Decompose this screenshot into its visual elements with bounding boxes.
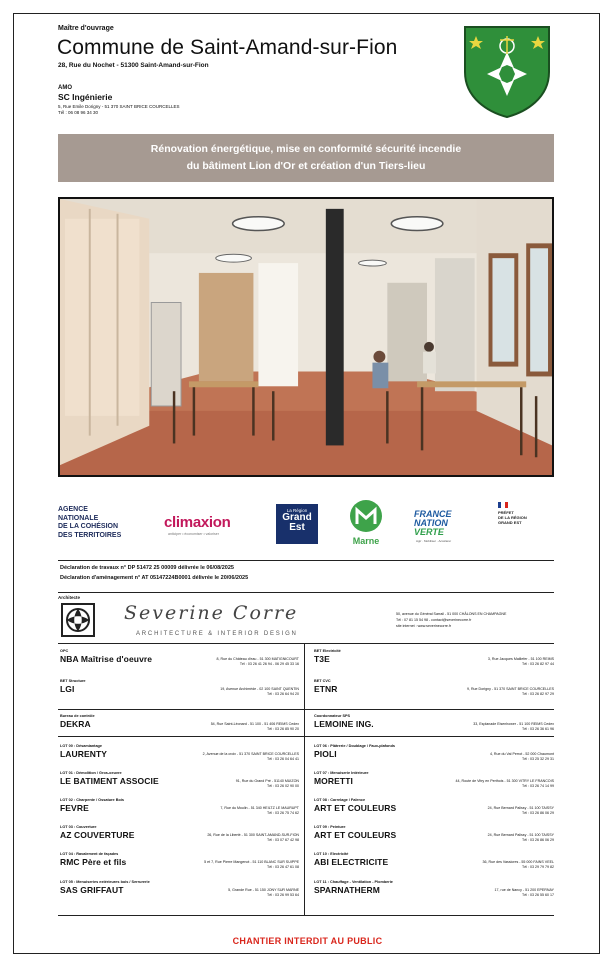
project-title-line-2: du bâtiment Lion d'Or et création d'un Tiers-lieu (186, 160, 426, 172)
company-entry (60, 852, 126, 867)
company-entry (60, 798, 124, 813)
company-address-line: Tél : 03 26 99 53 64 (267, 892, 299, 897)
company-name: LGI (60, 684, 75, 694)
company-address (154, 657, 299, 666)
company-address-line: 7, Rue du Moulin - 51 340 HEILTZ LE MAURUPT (220, 806, 299, 810)
climaxion-tagline: anticiper • économiser • valoriser (168, 532, 219, 536)
company-address-line: 19, Avenue Archimède - 02 100 SAINT QUENTIN (220, 687, 299, 691)
company-address-line: Tél : 03 26 04 64 41 (267, 756, 299, 761)
company-entry (60, 825, 135, 840)
commune-address: 28, Rue du Nochet - 51300 Saint-Amand-sur-Fion (58, 62, 209, 69)
company-name: ART ET COULEURS (314, 803, 397, 813)
company-address (409, 752, 554, 761)
company-name: DEKRA (60, 719, 91, 729)
architect-contact: Tél : 07 81 15 54 98 - contact@severinecorre.fr (396, 618, 472, 622)
company-address-line: Tél : 03 26 75 74 62 (267, 810, 299, 815)
company-role: BET Structure (60, 679, 86, 683)
permit-line-2: Déclaration d'aménagement n° AT 05147224B0001 délivrée le 20/06/2025 (60, 575, 249, 581)
company-address-line: Tél : 03 26 74 14 99 (522, 783, 554, 788)
company-entry (60, 771, 159, 786)
amo-address: 5, Rue Emile Dorigny - 51 370 SAINT BRICE COURCELLES (58, 104, 180, 109)
french-flag-icon (498, 502, 508, 508)
company-name: ETNR (314, 684, 338, 694)
prefet-logo: PRÉFET DE LA RÉGION GRAND EST (498, 510, 527, 525)
company-address-line: 2, Avenue de la croix - 51 370 SAINT BRICE COURCELLES (202, 752, 299, 756)
company-role: LOT 06 : Plâtrerie / Doublage / Faux-plafonds (314, 744, 396, 748)
commune-title: Commune de Saint-Amand-sur-Fion (57, 36, 398, 59)
company-address-line: Tél : 03 26 82 97 44 (522, 661, 554, 666)
architect-label: Architecte (58, 595, 81, 600)
company-name: ART ET COULEURS (314, 830, 397, 840)
architect-logo-icon (61, 603, 95, 637)
company-address (409, 833, 554, 842)
company-address (409, 860, 554, 869)
company-address-line: 24, Rue Bernard Palissy - 51 100 TAISSY (487, 833, 554, 837)
architect-address: 50, avenue du Général Sarrail - 51 000 CHÂLONS EN CHAMPAGNE (396, 612, 507, 616)
company-name: LAURENTY (60, 749, 108, 759)
notice-board (13, 13, 600, 954)
divider (58, 643, 554, 644)
company-name: SPARNATHERM (314, 885, 380, 895)
company-address-line: Tél : 03 07 67 42 98 (267, 837, 299, 842)
company-address (409, 779, 554, 788)
company-name: LEMOINE ING. (314, 719, 374, 729)
company-role: LOT 00 : Désamiantage (60, 744, 102, 748)
permit-line-1: Déclaration de travaux n° DP 51472 25 00009 délivrée le 06/08/2025 (60, 565, 234, 571)
divider (58, 592, 554, 593)
company-entry (314, 649, 341, 664)
company-name: ABI ELECTRICITE (314, 857, 389, 867)
company-name: RMC Père et fils (60, 857, 127, 867)
company-role: BET Electricité (314, 649, 341, 653)
company-address-line: 36, Rue des Vassicres - 55 000 FAINS VEEL (482, 860, 554, 864)
company-role: Coordonnateur SPS (314, 714, 351, 718)
company-entry (314, 744, 395, 759)
divider (58, 915, 554, 916)
company-address (154, 860, 299, 869)
anct-logo: AGENCE NATIONALE DE LA COHÉSION DES TERRITOIRES (58, 506, 122, 539)
company-name: FEVRE (60, 803, 89, 813)
company-address (154, 722, 299, 731)
company-entry (60, 649, 152, 664)
company-address-line: Tél : 03 26 85 90 20 (267, 726, 299, 731)
company-address-line: 9, Rue Dorigny - 51 370 SAINT BRICE COURCELLES (466, 687, 554, 691)
company-address-line: 44, Route de Vitry en Perthois - 51 300 VITRY LE FRANCOIS (455, 779, 554, 783)
climaxion-logo: climaxion (164, 514, 231, 531)
company-address (409, 722, 554, 731)
company-address-line: Tél : 03 26 86 06 29 (522, 810, 554, 815)
company-role: LOT 04 : Ravalement de façades (60, 852, 119, 856)
company-name: PIOLI (314, 749, 337, 759)
company-address-line: Tél : 03 26 47 61 08 (267, 864, 299, 869)
company-role: Bureau de contrôle (60, 714, 95, 718)
company-address-line: Tél : 03 25 32 29 31 (522, 756, 554, 761)
company-name: NBA Maîtrise d'oeuvre (60, 654, 153, 664)
company-address-line: 17, rue de Nancy - 51 200 EPERNAY (494, 888, 554, 892)
company-role: LOT 10 : Electricité (314, 852, 349, 856)
amo-name: SC Ingénierie (58, 92, 113, 102)
company-address-line: 4, Rue du Val Perrot - 52 000 Chaumont (489, 752, 554, 756)
company-name: AZ COUVERTURE (60, 830, 135, 840)
company-address (409, 806, 554, 815)
partner-logos (58, 492, 554, 552)
company-role: LOT 05 : Menuiseries extérieures bois / Serrurerie (60, 880, 150, 884)
maitre-ouvrage-label: Maître d'ouvrage (58, 25, 114, 32)
architect-tagline: ARCHITECTURE & INTERIOR DESIGN (136, 631, 298, 637)
grand-est-logo: La Région Grand Est (276, 504, 318, 544)
company-role: LOT 03 : Couverture (60, 825, 97, 829)
company-address-line: 33, Esplanade Eisenhower - 51 100 REIMS Cedex (473, 722, 554, 726)
company-address-line: 8, Rue du Château d'eau - 51 300 MATIGNICOURT (216, 657, 299, 661)
company-entry (314, 798, 396, 813)
company-role: OPC (60, 649, 69, 653)
amo-phone: Tél : 06 08 96 34 30 (58, 110, 99, 115)
amo-label: AMO (58, 85, 72, 91)
column-divider (304, 643, 305, 915)
company-entry (60, 744, 107, 759)
divider (58, 709, 554, 710)
company-name: MORETTI (314, 776, 353, 786)
marne-logo-icon (346, 498, 386, 548)
company-name: LE BATIMENT ASSOCIE (60, 776, 159, 786)
company-address-line: Tél : 03 26 02 90 00 (267, 783, 299, 788)
france-nation-verte-logo: FRANCE NATION VERTE (414, 509, 452, 537)
company-address-line: 5 et 7, Rue Pierre Mangenot - 51 110 BLANC SUR SUIPPE (204, 860, 299, 864)
company-entry (314, 771, 368, 786)
divider (58, 736, 554, 737)
company-address (154, 833, 299, 842)
company-entry (314, 714, 374, 729)
company-name: T3E (314, 654, 330, 664)
company-address-line: 54, Rue Saint-Léonard - 51 100 - 51 406 REIMS Cedex (210, 722, 299, 726)
company-entry (314, 679, 338, 694)
project-title-banner (58, 134, 554, 182)
company-role: LOT 07 : Menuiserie Intérieure (314, 771, 369, 775)
company-address (154, 779, 299, 788)
company-address-line: 91, Rue du Grand Pré - 51140 MUIZON (235, 779, 299, 783)
company-address-line: Tél : 03 29 79 79 82 (522, 864, 554, 869)
company-role: BET CVC (314, 679, 331, 683)
coat-of-arms-icon (462, 24, 552, 119)
company-name: SAS GRIFFAUT (60, 885, 124, 895)
site-warning: CHANTIER INTERDIT AU PUBLIC (232, 936, 383, 946)
company-entry (314, 852, 388, 867)
company-entry (60, 679, 86, 694)
company-address (409, 888, 554, 897)
company-address (409, 687, 554, 696)
company-address (154, 752, 299, 761)
company-address-line: Tél : 03 26 36 61 96 (522, 726, 554, 731)
company-role: LOT 08 : Carrelage / Faïence (314, 798, 366, 802)
company-role: LOT 09 : Peinture (314, 825, 346, 829)
company-role: LOT 02 : Charpente / Ossature Bois (60, 798, 124, 802)
company-entry (314, 880, 393, 895)
company-address (154, 687, 299, 696)
company-address-line: 3, Rue Jacques Maillefer - 51 100 REIMS (487, 657, 554, 661)
company-role: LOT 01 : Démolition / Gros-oeuvre (60, 771, 122, 775)
company-address (409, 657, 554, 666)
divider (58, 560, 554, 561)
company-address (154, 888, 299, 897)
company-role: LOT 11 : Chauffage - Ventilation - Plomberie (314, 880, 393, 884)
company-address-line: 26, Rue de la Liberté - 51 300 SAINT-AMAND-SUR-FION (207, 833, 299, 837)
project-title-line-1: Rénovation énergétique, mise en conformité sécurité incendie (150, 143, 462, 155)
fnv-tagline: Agir · Mobiliser · Accélérer (416, 539, 452, 543)
company-address-line: Tél : 03 26 64 94 20 (267, 691, 299, 696)
company-address-line: 5, Grande Rue - 51 150 JONY SUR MARNE (228, 888, 299, 892)
company-entry (60, 880, 150, 895)
company-address-line: Tél : 03 26 41 26 94 - 06 29 45 33 16 (239, 661, 299, 666)
svg-text:Marne: Marne (352, 536, 380, 546)
company-address-line: Tél : 03 26 86 06 29 (522, 837, 554, 842)
company-address-line: 24, Rue Bernard Palissy - 51 100 TAISSY (487, 806, 554, 810)
interior-render-image (58, 197, 554, 477)
company-address-line: Tél : 03 26 55 60 17 (522, 892, 554, 897)
company-entry (314, 825, 396, 840)
company-address-line: Tél : 03 26 82 97 29 (522, 691, 554, 696)
company-entry (60, 714, 95, 729)
architect-name: Severine Corre (124, 602, 299, 624)
company-address (154, 806, 299, 815)
architect-website: site internet : www.severinecorre.fr (396, 624, 452, 628)
